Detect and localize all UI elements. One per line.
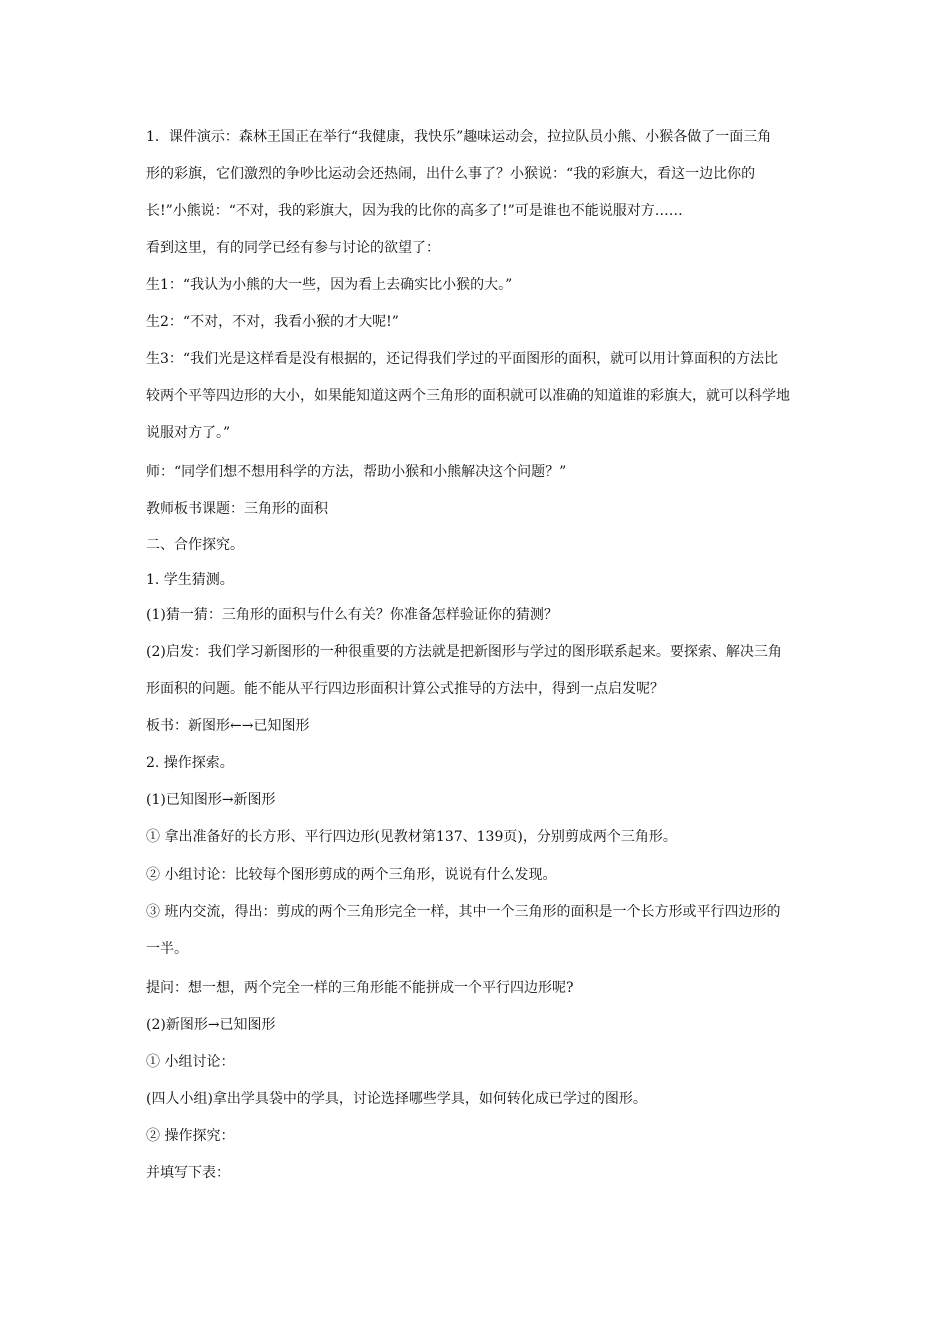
text-line: (2)启发：我们学习新图形的一种很重要的方法就是把新图形与学过的图形联系起来。要探索、解决三角 bbox=[146, 644, 782, 660]
text-line: 生3：“我们光是这样看是没有根据的，还记得我们学过的平面图形的面积，就可以用计算面积的方法比 bbox=[146, 351, 779, 367]
text-line: 看到这里，有的同学已经有参与讨论的欲望了： bbox=[146, 240, 440, 256]
text-line: 生1：“我认为小熊的大一些，因为看上去确实比小猴的大。” bbox=[146, 277, 513, 293]
text-line: ① 小组讨论： bbox=[146, 1054, 235, 1070]
text-line: 提问：想一想，两个完全一样的三角形能不能拼成一个平行四边形呢? bbox=[146, 980, 574, 996]
text-line: ② 操作探究： bbox=[146, 1128, 235, 1144]
text-line: (2)新图形→已知图形 bbox=[146, 1017, 276, 1033]
text-line: 1．课件演示：森林王国正在举行“我健康，我快乐”趣味运动会，拉拉队员小熊、小猴各做了一面三角 bbox=[146, 129, 772, 145]
section-heading: 二、合作探究。 bbox=[146, 537, 244, 553]
text-line: 一半。 bbox=[146, 941, 188, 957]
text-line: 长!”小熊说：“不对，我的彩旗大，因为我的比你的高多了!”可是谁也不能说服对方…… bbox=[146, 203, 683, 219]
text-line: 形的彩旗，它们激烈的争吵比运动会还热闹，出什么事了？小猴说：“我的彩旗大，看这一边比你的 bbox=[146, 166, 756, 182]
text-line: 1. 学生猜测。 bbox=[146, 572, 234, 588]
text-line: 并填写下表： bbox=[146, 1165, 230, 1181]
text-line: ② 小组讨论：比较每个图形剪成的两个三角形，说说有什么发现。 bbox=[146, 867, 557, 883]
text-line: ① 拿出准备好的长方形、平行四边形(见教材第137、139页)，分别剪成两个三角形。 bbox=[146, 829, 677, 845]
text-line: 说服对方了。” bbox=[146, 425, 231, 441]
text-line: (四人小组)拿出学具袋中的学具，讨论选择哪些学具，如何转化成已学过的图形。 bbox=[146, 1091, 647, 1107]
text-line: 形面积的问题。能不能从平行四边形面积计算公式推导的方法中，得到一点启发呢？ bbox=[146, 681, 664, 697]
text-line: 2. 操作探索。 bbox=[146, 755, 234, 771]
text-line: 生2：“不对，不对，我看小猴的才大呢!” bbox=[146, 314, 399, 330]
text-line: 师：“同学们想不想用科学的方法，帮助小猴和小熊解决这个问题？” bbox=[146, 464, 567, 480]
text-line: 教师板书课题：三角形的面积 bbox=[146, 501, 328, 517]
text-line: (1)已知图形→新图形 bbox=[146, 792, 276, 808]
text-line: 板书：新图形←→已知图形 bbox=[146, 718, 310, 734]
text-line: (1)猜一猜：三角形的面积与什么有关？你准备怎样验证你的猜测？ bbox=[146, 607, 558, 623]
text-line: ③ 班内交流，得出：剪成的两个三角形完全一样，其中一个三角形的面积是一个长方形或平行四边形的 bbox=[146, 904, 781, 920]
text-line: 较两个平等四边形的大小，如果能知道这两个三角形的面积就可以准确的知道谁的彩旗大，就可以科学地 bbox=[146, 388, 790, 404]
